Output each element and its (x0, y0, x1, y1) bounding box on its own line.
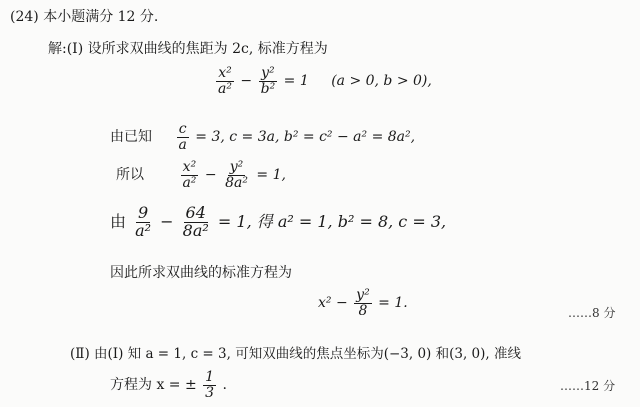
numerator: x² (182, 159, 197, 175)
problem-number: (24) (10, 9, 39, 25)
minus-sign: − (240, 73, 253, 90)
fraction-y-over-b (259, 66, 278, 96)
denominator: a (178, 136, 187, 153)
solution-intro: 解:(Ⅰ) 设所求双曲线的焦距为 2c, 标准方程为 (48, 41, 328, 57)
known-rest: = 3, c = 3a, b² = c² − a² = 8a², (195, 129, 416, 146)
from-label: 由 (110, 211, 127, 231)
denominator: 8 (358, 302, 368, 319)
equation-standard-form (214, 66, 432, 96)
final-rhs: = 1. (378, 295, 408, 312)
numerator: y² (229, 159, 244, 175)
problem-header (10, 6, 158, 26)
so-line (116, 160, 286, 190)
numerator: y² (261, 65, 275, 81)
part2-line2 (110, 370, 227, 400)
part2-line1: (Ⅱ) 由(Ⅰ) 知 a = 1, c = 3, 可知双曲线的焦点坐标为(−3, 0) 和(3, 0), 准线 (70, 346, 521, 362)
numerator: y² (356, 287, 370, 303)
denominator: 3 (205, 384, 215, 401)
equation-rhs: = 1, (256, 167, 286, 184)
known-math (174, 121, 416, 153)
part2-tail: . (222, 377, 227, 394)
substitution-line (110, 205, 446, 240)
fraction-x-over-a (216, 66, 234, 96)
substitution-rest: = 1, 得 a² = 1, b² = 8, c = 3, (217, 211, 447, 231)
numerator: 9 (137, 203, 149, 222)
numerator: 1 (205, 369, 215, 385)
problem-statement: 本小题满分 12 分. (43, 9, 159, 25)
substitution-math (131, 203, 447, 240)
known-label: 由已知 (110, 129, 152, 146)
denominator: 8a² (182, 220, 209, 240)
denominator: a² (182, 174, 197, 191)
so-label: 所以 (116, 167, 144, 184)
final-lead: x² − (318, 295, 348, 312)
fraction-1-over-3 (203, 370, 216, 400)
minus-sign: − (204, 167, 217, 184)
score-mark-8: ……8 分 (568, 306, 616, 320)
denominator: a² (218, 80, 232, 97)
numerator: c (178, 121, 187, 137)
so-math (178, 159, 286, 191)
final-equation (318, 288, 408, 318)
score-mark-12: ……12 分 (560, 379, 616, 393)
denominator: b² (260, 80, 276, 97)
minus-sign: − (160, 211, 174, 231)
numerator: x² (218, 65, 232, 81)
equation-rhs: = 1 (283, 73, 309, 90)
denominator: a² (135, 220, 152, 240)
therefore-line: 因此所求双曲线的标准方程为 (110, 265, 292, 281)
fraction-y-over-8 (354, 288, 372, 318)
denominator: 8a² (225, 174, 248, 191)
fraction-x-over-a-2 (180, 160, 198, 190)
numerator: 64 (185, 203, 206, 222)
fraction-c-over-a (176, 122, 188, 152)
part2-lead: 方程为 x = ± (110, 377, 197, 394)
fraction-y-over-8a (223, 160, 250, 190)
fraction-64-over-8a (181, 205, 211, 240)
known-line (110, 122, 415, 152)
fraction-9-over-a (133, 205, 153, 240)
equation-condition: (a > 0, b > 0), (331, 73, 432, 90)
